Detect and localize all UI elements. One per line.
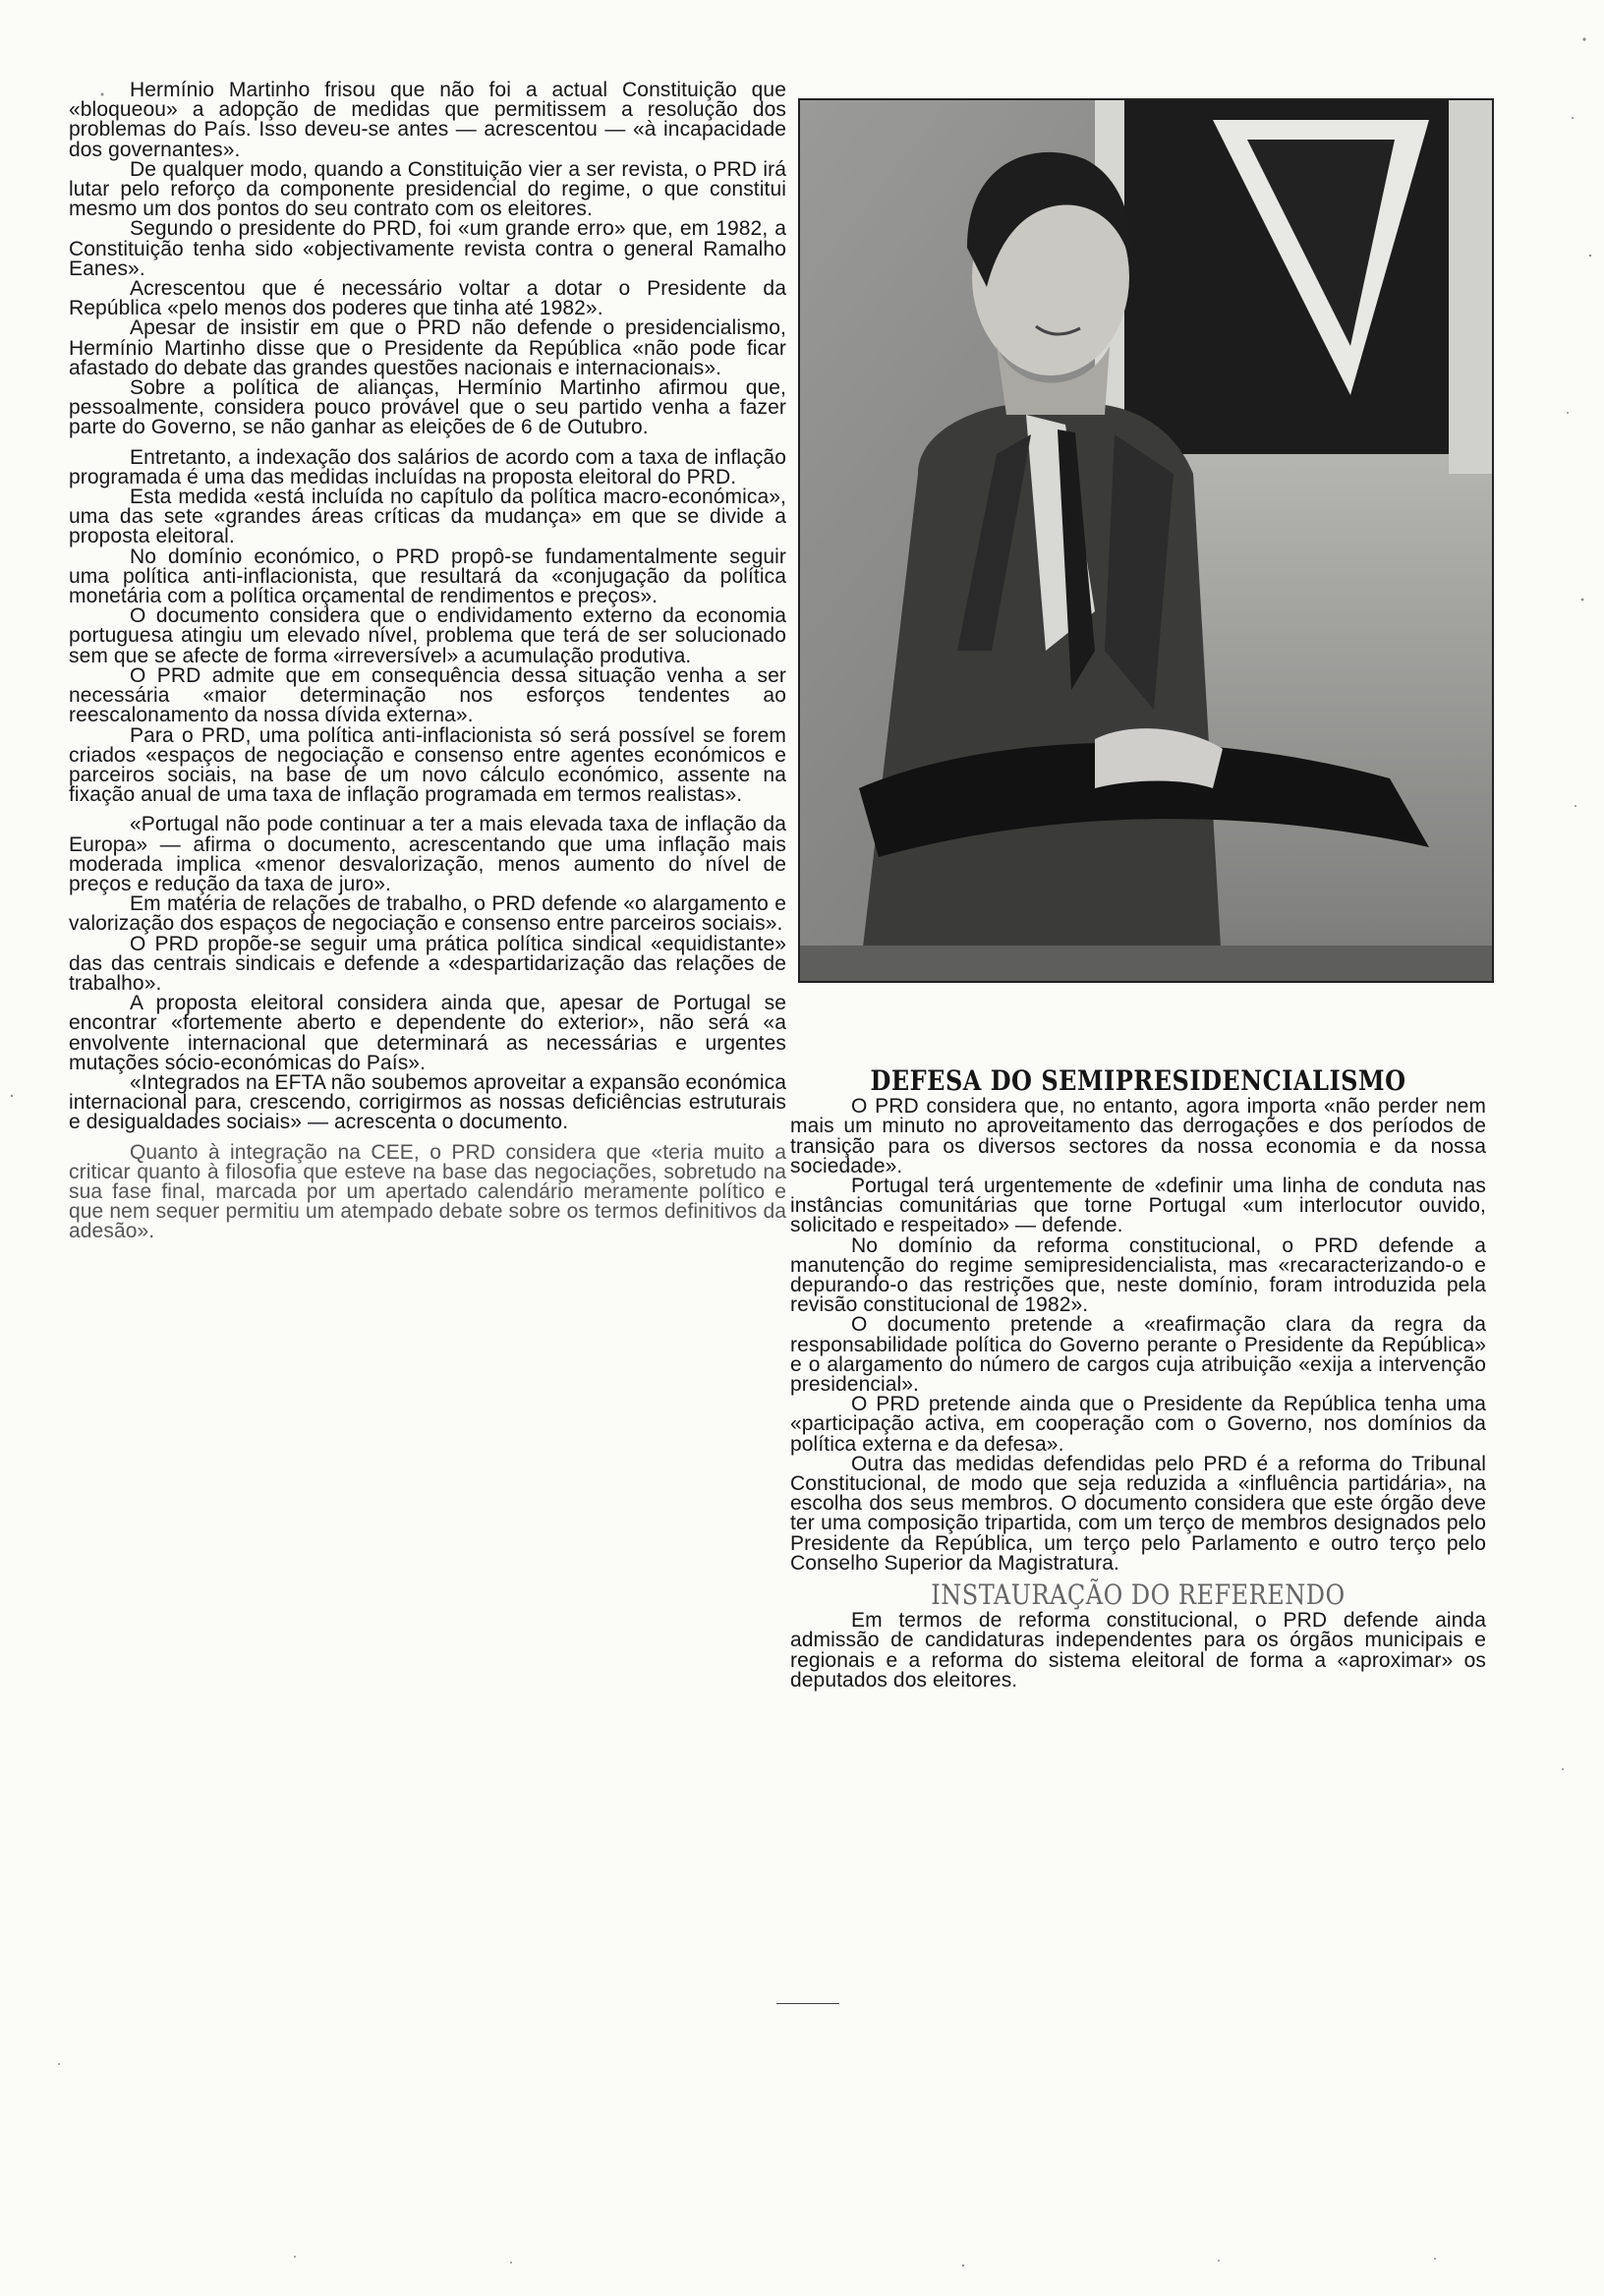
paragraph: Em termos de reforma constitucional, o PRD defende ainda admissão de candidaturas independentes para os órgãos municipais e regionais e a reforma do sistema eleitoral de forma a «aproximar» os deputados dos eleitores.	[790, 1609, 1486, 1692]
paragraph: «Integrados na EFTA não soubemos aproveitar a expansão económica internacional para, crescendo, corrigirmos as nossas deficiências estruturais e desigualdades sociais» — acrescenta o documento.	[69, 1070, 786, 1134]
paragraph: O PRD admite que em consequência dessa situação venha a ser necessária «maior determinação nos esforços tendentes ao reescalonamento da nossa dívida externa».	[69, 663, 786, 727]
paragraph: Em matéria de relações de trabalho, o PRD defende «o alargamento e valorização dos espaços de negociação e consenso entre parceiros sociais».	[69, 892, 786, 936]
paragraph: Esta medida «está incluída no capítulo da política macro-económica», uma das sete «grandes áreas críticas da mudança» em que se divide a proposta eleitoral.	[69, 486, 786, 548]
paragraph: Hermínio Martinho frisou que não foi a actual Constituição que «bloqueou» a adopção de medidas que permitissem a resolução dos problemas do País. Isso deveu-se antes — acrescentou — «à incapacidade dos governantes».	[69, 79, 786, 161]
paragraph: O documento pretende a «reafirmação clara da regra da responsabilidade política do Governo perante o Presidente da República» e o alargamento do número de cargos cuja atribuição «exija a intervenção presidencial».	[790, 1313, 1486, 1397]
paragraph: No domínio económico, o PRD propô-se fundamentalmente seguir uma política anti-inflacionista, que resultará da «conjugação da política monetária com a política orçamental de rendimentos e preços».	[69, 545, 786, 608]
paragraph: Segundo o presidente do PRD, foi «um grande erro» que, em 1982, a Constituição tenha sido «objectivamente revista contra o general Ramalho Eanes».	[69, 217, 786, 280]
paragraph: Outra das medidas defendidas pelo PRD é a reforma do Tribunal Constitucional, de modo que seja reduzida a «influência partidária», na escolha dos seus membros. O documento considera que este órgão deve ter uma composição tripartida, com um terço de membros designados pelo Presidente da República, um terço pelo Parlamento e outro terço pelo Conselho Superior da Magistratura.	[790, 1452, 1486, 1575]
subheading-semipresidentialism: DEFESA DO SEMIPRESIDENCIALISMO	[870, 1063, 1406, 1098]
paragraph: O documento considera que o endividamento externo da economia portuguesa atingiu um elevado nível, problema que terá de ser solucionado sem que se afecte de forma «irreversível» a acumulação produtiva.	[69, 604, 786, 667]
paragraph: A proposta eleitoral considera ainda que, apesar de Portugal se encontrar «fortemente aberto e dependente do exterior», não será «a envolvente internacional que determinará as necessárias e urgentes mutações sócio-económicas do País».	[69, 992, 786, 1074]
column-end-rule	[776, 2003, 839, 2004]
paragraph: Sobre a política de alianças, Hermínio Martinho afirmou que, pessoalmente, considera pouco provável que o seu partido venha a fazer parte do Governo, se não ganhar as eleições de 6 de Outubro.	[69, 376, 786, 439]
paragraph: O PRD propõe-se seguir uma prática política sindical «equidistante» das das centrais sindicais e defende a «despartidarização das relações de trabalho».	[69, 932, 786, 995]
paragraph: O PRD considera que, no entanto, agora importa «não perder nem mais um minuto no aproveitamento das derrogações e dos períodos de transição para os diversos sectores da nossa economia e da nossa sociedade».	[790, 1095, 1486, 1177]
paragraph: Para o PRD, uma política anti-inflacionista só será possível se forem criados «espaços de negociação e consenso entre agentes económicos e parceiros sociais, na base de um novo cálculo económico, assente na fixação anual de uma taxa de inflação programada em termos realistas».	[69, 723, 786, 807]
paragraph: «Portugal não pode continuar a ter a mais elevada taxa de inflação da Europa» — afirma o documento, acrescentando que uma inflação mais moderada implica «menor desvalorização, menos aumento do nível de preços e redução da taxa de juro».	[69, 813, 786, 895]
paragraph: No domínio da reforma constitucional, o PRD defende a manutenção do regime semipresidencialista, mas «recaracterizando-o e depurando-o das restrições que, neste domínio, foram introduzida pela revisão constitucional de 1982».	[790, 1234, 1486, 1317]
article-photo	[798, 98, 1494, 983]
paragraph: Portugal terá urgentemente de «definir uma linha de conduta nas instâncias comunitárias que torne Portugal «um interlocutor ouvido, solicitado e respeitado» — defende.	[790, 1175, 1486, 1237]
subheading-referendum: INSTAURAÇÃO DO REFERENDO	[931, 1578, 1346, 1612]
paragraph: O PRD pretende ainda que o Presidente da República tenha uma «participação activa, em cooperação com o Governo, nos domínios da política externa e da defesa».	[790, 1393, 1486, 1456]
paragraph: Acrescentou que é necessário voltar a dotar o Presidente da República «pelo menos dos poderes que tinha até 1982».	[69, 277, 786, 320]
paragraph: De qualquer modo, quando a Constituição vier a ser revista, o PRD irá lutar pelo reforço da componente presidencial do regime, o que constitui mesmo um dos pontos do seu contrato com os eleitores.	[69, 157, 786, 221]
paragraph: Quanto à integração na CEE, o PRD considera que «teria muito a criticar quanto à filosofia que esteve na base das negociações, sobretudo na sua fase final, marcada por um apertado calendário meramente político e que nem sequer permitiu um atempado debate sobre os termos definitivos da adesão».	[69, 1140, 786, 1243]
photo-man-at-podium	[800, 100, 1492, 981]
paragraph: Entretanto, a indexação dos salários de acordo com a taxa de inflação programada é uma das medidas incluídas na proposta eleitoral do PRD.	[69, 445, 786, 488]
article-right-column	[790, 1063, 1486, 1692]
article-left-column	[69, 81, 786, 1242]
paragraph: Apesar de insistir em que o PRD não defende o presidencialismo, Hermínio Martinho disse que o Presidente da República «não pode ficar afastado do debate das grandes questões nacionais e internacionais».	[69, 316, 786, 379]
